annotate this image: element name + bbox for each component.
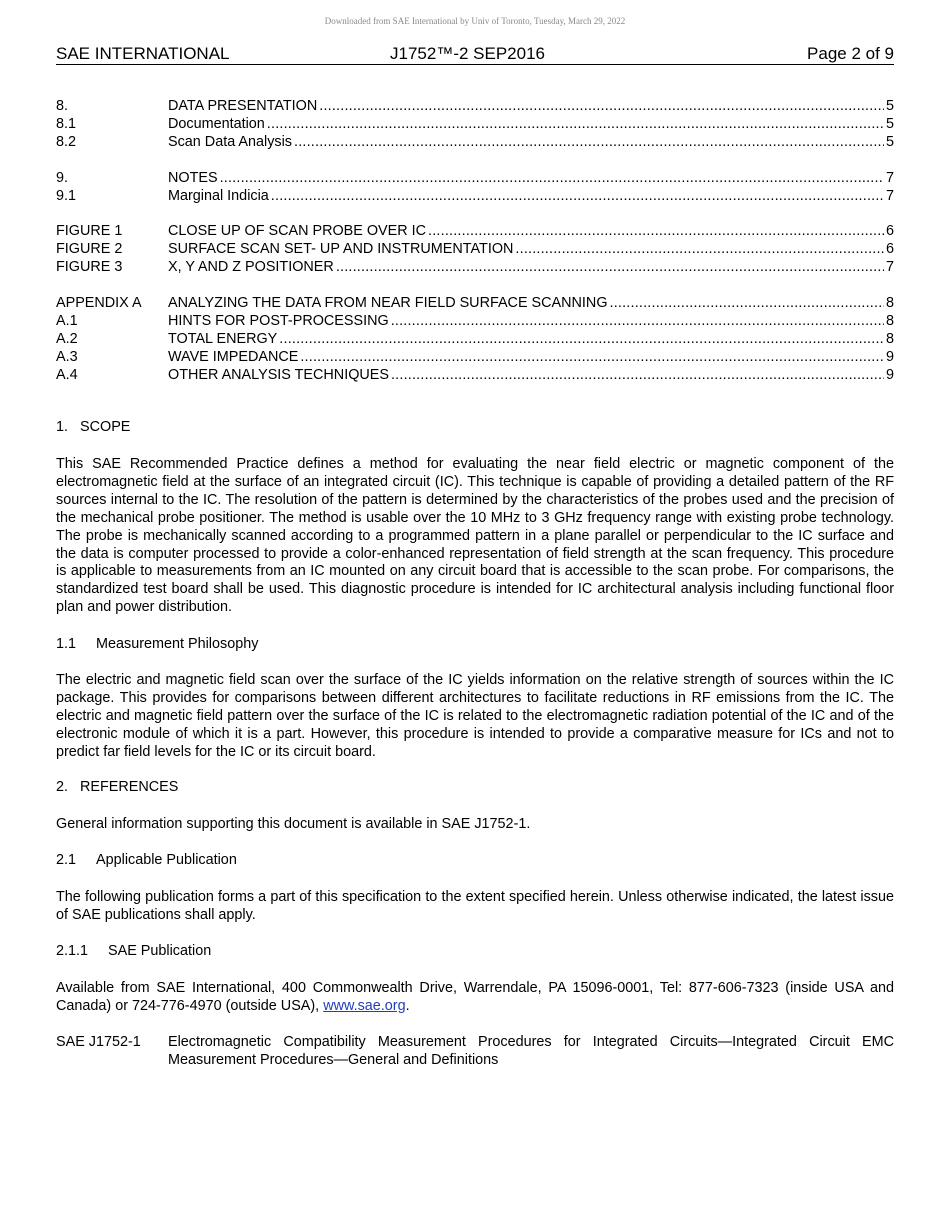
section-scope [56, 419, 894, 437]
toc-title: Marginal Indicia [168, 187, 269, 204]
section-heading [56, 943, 894, 961]
toc-page: 6 [885, 223, 894, 239]
toc-number: A.2 [56, 330, 78, 347]
toc-leader [610, 294, 884, 312]
section-philosophy [56, 636, 894, 654]
sae-publication-paragraph-block [56, 980, 894, 1016]
toc-page: 9 [885, 366, 894, 383]
toc-title: SURFACE SCAN SET- UP AND INSTRUMENTATION [168, 241, 514, 257]
toc-leader [319, 97, 884, 115]
page-header [56, 44, 894, 65]
applicable-paragraph: The following publication forms a part of this specification to the extent specified herein. Unless otherwise indicated, the latest issue of SAE publications shall apply. [56, 889, 894, 923]
header-doc-id: J1752™-2 SEP2016 [390, 44, 545, 63]
references-paragraph-block [56, 816, 894, 834]
section-heading [56, 779, 894, 797]
toc-page: 5 [885, 134, 894, 150]
toc-page: 5 [885, 98, 894, 114]
toc-leader [428, 222, 884, 240]
toc-row[interactable] [56, 115, 894, 133]
reference-title: Electromagnetic Compatibility Measurement Procedures for Integrated Circuits—Integrated Circuit EMC Measurement Procedures—General and Definitions [168, 1034, 894, 1068]
toc-title: CLOSE UP OF SCAN PROBE OVER IC [168, 223, 427, 239]
section-title: SCOPE [80, 419, 131, 435]
toc-leader [391, 366, 884, 384]
toc-row[interactable] [56, 330, 894, 348]
toc-number: 9. [56, 169, 69, 186]
header-page-number: Page 2 of 9 [807, 44, 894, 63]
toc-title: NOTES [168, 169, 218, 186]
toc-number: APPENDIX A [56, 294, 142, 311]
toc-leader [267, 115, 884, 133]
toc-page: 7 [885, 259, 894, 275]
section-sae-publication [56, 943, 894, 961]
toc-number: A.1 [56, 312, 78, 329]
sae-address-end: . [405, 997, 410, 1014]
toc-row[interactable] [56, 348, 894, 366]
toc-row[interactable] [56, 222, 894, 240]
section-heading [56, 419, 894, 437]
toc-number: FIGURE 3 [56, 259, 123, 275]
toc-row[interactable] [56, 312, 894, 330]
reference-id: SAE J1752-1 [56, 1034, 141, 1050]
toc-leader [300, 348, 884, 366]
toc-row[interactable] [56, 187, 894, 205]
toc-number: 9.1 [56, 187, 77, 204]
section-number: 2. [56, 779, 69, 795]
toc-row[interactable] [56, 258, 894, 276]
toc-title: Documentation [168, 116, 265, 132]
toc-leader [279, 330, 884, 348]
section-heading [56, 636, 894, 654]
toc-page: 8 [885, 294, 894, 311]
toc-number: FIGURE 2 [56, 241, 123, 257]
reference-row [56, 1034, 894, 1070]
toc-row[interactable] [56, 133, 894, 151]
section-title: Applicable Publication [96, 852, 237, 868]
sae-publication-paragraph [56, 980, 894, 1016]
sae-address-text: Available from SAE International, 400 Commonwealth Drive, Warrendale, PA 15096-0001, Tel: 877-606-7323 (inside USA and Canada) or 724-776-4970 (outside USA), [56, 980, 894, 1014]
table-of-contents [56, 97, 894, 384]
toc-page: 8 [885, 312, 894, 329]
toc-title: DATA PRESENTATION [168, 98, 318, 114]
toc-leader [294, 133, 884, 151]
download-watermark: Downloaded from SAE International by Univ of Toronto, Tuesday, March 29, 2022 [324, 16, 626, 26]
toc-title: X, Y AND Z POSITIONER [168, 259, 334, 275]
toc-page: 5 [885, 116, 894, 132]
section-heading [56, 852, 894, 870]
section-title: SAE Publication [108, 943, 212, 959]
reference-entry [56, 1034, 894, 1070]
scope-paragraph: This SAE Recommended Practice defines a method for evaluating the near field electric or magnetic component of the electromagnetic field at the surface of an integrated circuit (IC). This technique is capable of providing a detailed pattern of the RF sources internal to the IC. The resolution of the pattern is determined by the characteristics of the probes used and the precision of the mechanical probe positioner. The method is usable over the 10 MHz to 3 GHz frequency range with existing probe technology. The probe is mechanically scanned according to a programmed pattern in a plane parallel or perpendicular to the IC surface and the data is computer processed to provide a color-enhanced representation of field strength at the scan frequency. This procedure is applicable to measurements from an IC mounted on any circuit board that is accessible to the scan probe. For comparisons, the standardized test board shall be used. This diagnostic procedure is intended for IC architectural analysis including functional floor plan and power distribution. [56, 456, 894, 616]
toc-title: OTHER ANALYSIS TECHNIQUES [168, 366, 389, 383]
toc-page: 8 [885, 330, 894, 347]
references-paragraph: General information supporting this document is available in SAE J1752-1. [56, 816, 531, 832]
toc-row[interactable] [56, 240, 894, 258]
toc-row[interactable] [56, 169, 894, 187]
toc-title: Scan Data Analysis [168, 134, 292, 150]
applicable-paragraph-block [56, 889, 894, 925]
toc-leader [336, 258, 884, 276]
toc-leader [391, 312, 884, 330]
section-number: 2.1.1 [56, 943, 89, 959]
toc-leader [271, 187, 884, 205]
section-number: 1. [56, 419, 69, 435]
philosophy-paragraph-block [56, 672, 894, 762]
toc-title: HINTS FOR POST-PROCESSING [168, 312, 389, 329]
toc-page: 7 [885, 169, 894, 186]
philosophy-paragraph: The electric and magnetic field scan over the surface of the IC yields information on the relative strength of sources within the IC package. This provides for comparisons between different architectures to facilitate reductions in RF emissions from the IC. The electric and magnetic field pattern over the surface of the IC is related to the electromagnetic radiation potential of the IC and of the electronic module of which it is a part. However, this procedure is intended to provide a comparative measure for ICs and not to predict far field levels for the IC or its circuit board. [56, 672, 894, 760]
toc-number: FIGURE 1 [56, 223, 123, 239]
section-applicable [56, 852, 894, 870]
sae-website-link[interactable]: www.sae.org [323, 997, 406, 1014]
header-org: SAE INTERNATIONAL [56, 44, 230, 63]
section-title: Measurement Philosophy [96, 636, 259, 652]
toc-number: A.3 [56, 348, 78, 365]
toc-number: 8.2 [56, 134, 77, 150]
toc-page: 9 [885, 348, 894, 365]
toc-page: 7 [885, 187, 894, 204]
toc-page: 6 [885, 241, 894, 257]
section-title: REFERENCES [80, 779, 179, 795]
section-number: 1.1 [56, 636, 77, 652]
toc-leader [220, 169, 884, 187]
scope-paragraph-block [56, 456, 894, 617]
toc-row[interactable] [56, 366, 894, 384]
toc-title: WAVE IMPEDANCE [168, 348, 299, 365]
toc-number: 8.1 [56, 116, 77, 132]
toc-title: ANALYZING THE DATA FROM NEAR FIELD SURFACE SCANNING [168, 294, 608, 311]
toc-number: 8. [56, 98, 69, 114]
section-number: 2.1 [56, 852, 77, 868]
toc-row[interactable] [56, 294, 894, 312]
section-references [56, 779, 894, 797]
toc-row[interactable] [56, 97, 894, 115]
toc-number: A.4 [56, 366, 78, 383]
toc-title: TOTAL ENERGY [168, 330, 278, 347]
toc-leader [515, 240, 884, 258]
